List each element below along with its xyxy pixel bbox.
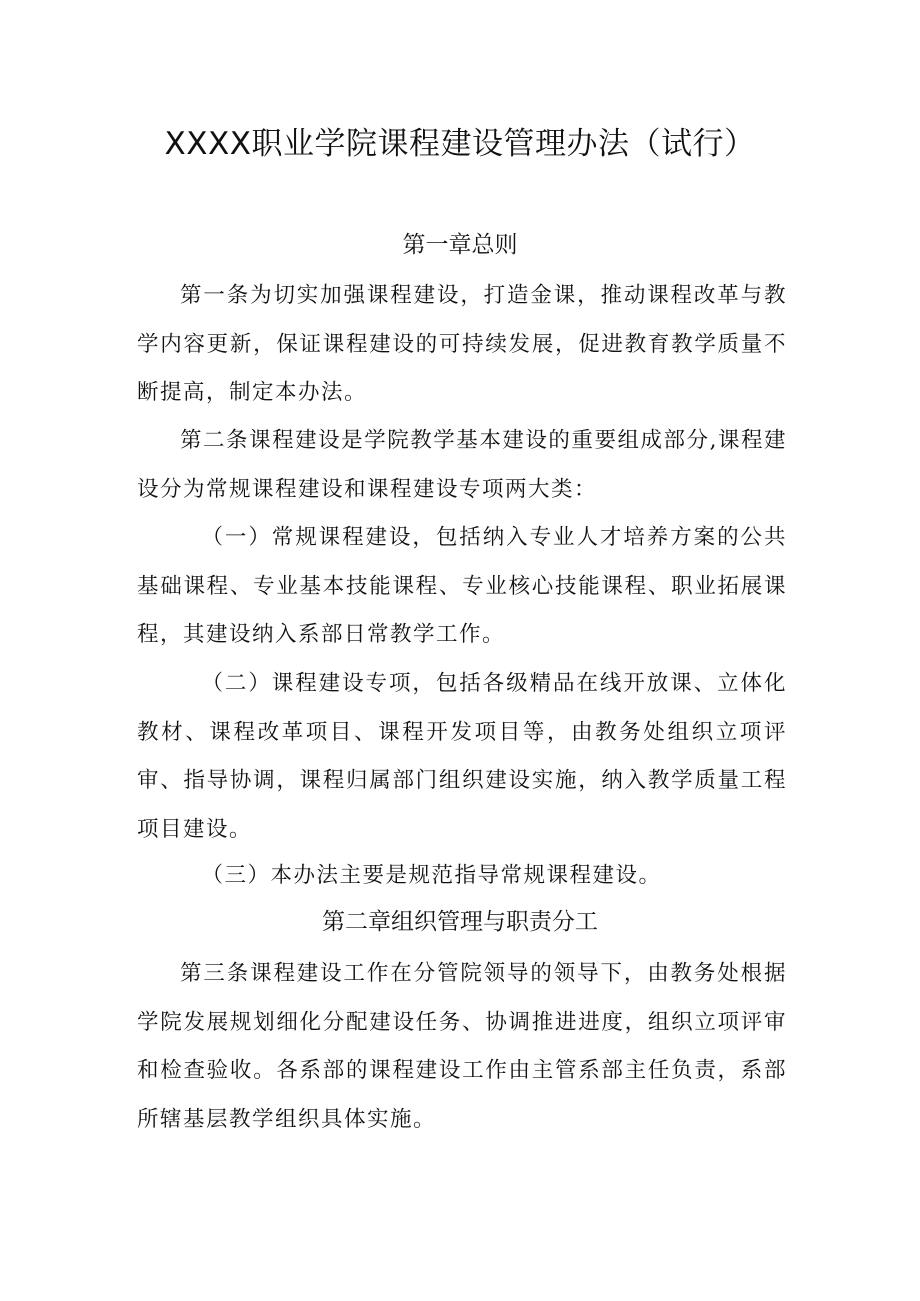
document-title: XXXX职业学院课程建设管理办法（试行） <box>164 126 756 162</box>
article-2-item-3: （三）本办法主要是规范指导常规课程建设。 <box>201 863 662 888</box>
article-1-paragraph: 第一条为切实加强课程建设，打造金课，推动课程改革与教学内容更新，保证课程建设的可持续发展，促进教育教学质量不断提高，制定本办法。 <box>137 283 787 405</box>
article-2-item-2: （二）课程建设专项，包括各级精品在线开放课、立体化教材、课程改革项目、课程开发项目等，由教务处组织立项评审、指导协调，课程归属部门组织建设实施，纳入教学质量工程项目建设。 <box>137 671 787 842</box>
article-2-item-1: （一）常规课程建设，包括纳入专业人才培养方案的公共基础课程、专业基本技能课程、专业核心技能课程、职业拓展课程，其建设纳入系部日常教学工作。 <box>137 525 787 647</box>
article-3-paragraph: 第三条课程建设工作在分管院领导的领导下，由教务处根据学院发展规划细化分配建设任务、协调推进进度，组织立项评审和检查验收。各系部的课程建设工作由主管系部主任负责，系部所辖基层教学组织具体实施。 <box>137 961 787 1132</box>
article-2-paragraph: 第二条课程建设是学院教学基本建设的重要组成部分,课程建设分为常规课程建设和课程建设专项两大类： <box>137 428 787 502</box>
chapter-1-heading: 第一章总则 <box>402 232 518 258</box>
chapter-2-heading: 第二章组织管理与职责分工 <box>322 909 598 935</box>
